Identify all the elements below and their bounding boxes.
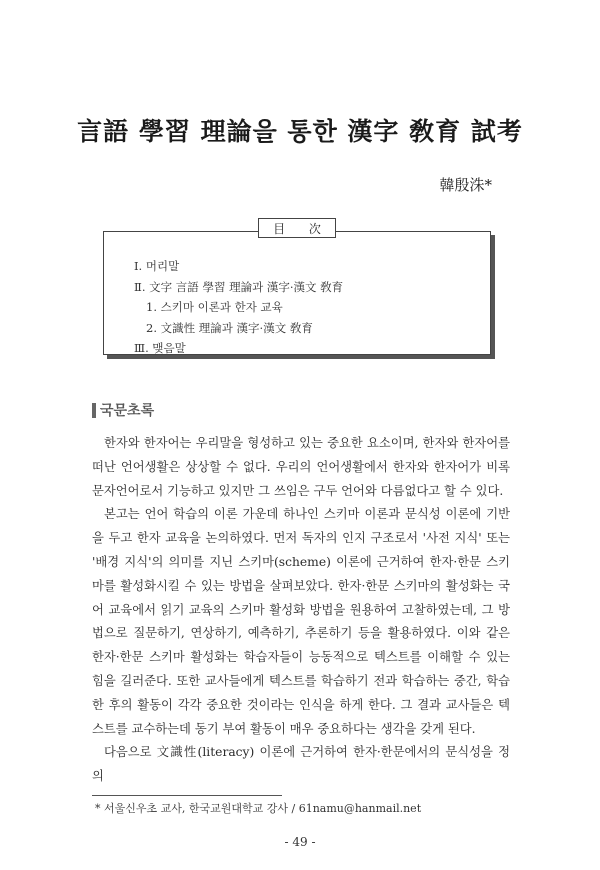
- footnote-divider: [92, 795, 282, 796]
- toc-item-2: Ⅱ. 文字 言語 學習 理論과 漢字·漢文 敎育: [134, 279, 344, 294]
- abstract-paragraph-1: 한자와 한자어는 우리말을 형성하고 있는 중요한 요소이며, 한자와 한자어를 떠난 언어생활은 상상할 수 없다. 우리의 언어생활에서 한자와 한자어가 비록 문자언어로서 기능하고 있지만 그 쓰임은 구두 언어와 다름없다고 할 수 있다.: [92, 436, 510, 498]
- toc-item-1: Ⅰ. 머리말: [134, 259, 180, 273]
- toc-item-2-1: 1. 스키마 이론과 한자 교육: [146, 300, 283, 314]
- heading-bar-icon: [92, 403, 96, 418]
- paper-title: 言語 學習 理論을 통한 漢字 敎育 試考: [77, 117, 523, 146]
- page-number: - 49 -: [284, 835, 316, 849]
- abstract-heading-label: 국문초록: [100, 403, 155, 419]
- abstract-body: [92, 432, 510, 789]
- toc-list: [134, 256, 343, 359]
- abstract-paragraph-3: 다음으로 文識性(literacy) 이론에 근거하여 한자·한문에서의 문식성을 정의: [92, 745, 510, 784]
- toc-heading: 目 次: [258, 218, 336, 238]
- toc-item-3: Ⅲ. 맺음말: [134, 341, 186, 355]
- footnote: * 서울신우초 교사, 한국교원대학교 강사 / 61namu@hanmail.net: [95, 802, 422, 815]
- toc-item-2-2: 2. 文識性 理論과 漢字·漢文 敎育: [146, 320, 313, 335]
- author-name: 韓殷洙*: [439, 176, 492, 194]
- abstract-paragraph-2: 본고는 언어 학습의 이론 가운데 하나인 스키마 이론과 문식성 이론에 기반을 두고 한자 교육을 논의하였다. 먼저 독자의 인지 구조로서 '사전 지식' 또는 '배경 지식'의 의미를 지닌 스키마(scheme) 이론에 근거하여 한자·한문 스키마를 활성화시킬 수 있는 방법을 살펴보았다. 한자·한문 스키마의 활성화는 국어 교육에서 읽기 교육의 스키마 활성화 방법을 원용하여 고찰하였는데, 그 방법으로 질문하기, 연상하기, 예측하기, 추론하기 등을 활용하였다. 이와 같은 한자·한문 스키마 활성화는 학습자들이 능동적으로 텍스트를 이해할 수 있는 힘을 길러준다. 또한 교사들에게 텍스트를 학습하기 전과 학습하는 중간, 학습한 후의 활동이 각각 중요한 것이라는 인식을 하게 한다. 그 결과 교사들은 텍스트를 교수하는데 동기 부여 활동이 매우 중요하다는 생각을 갖게 된다.: [92, 507, 510, 736]
- abstract-heading: [92, 400, 154, 420]
